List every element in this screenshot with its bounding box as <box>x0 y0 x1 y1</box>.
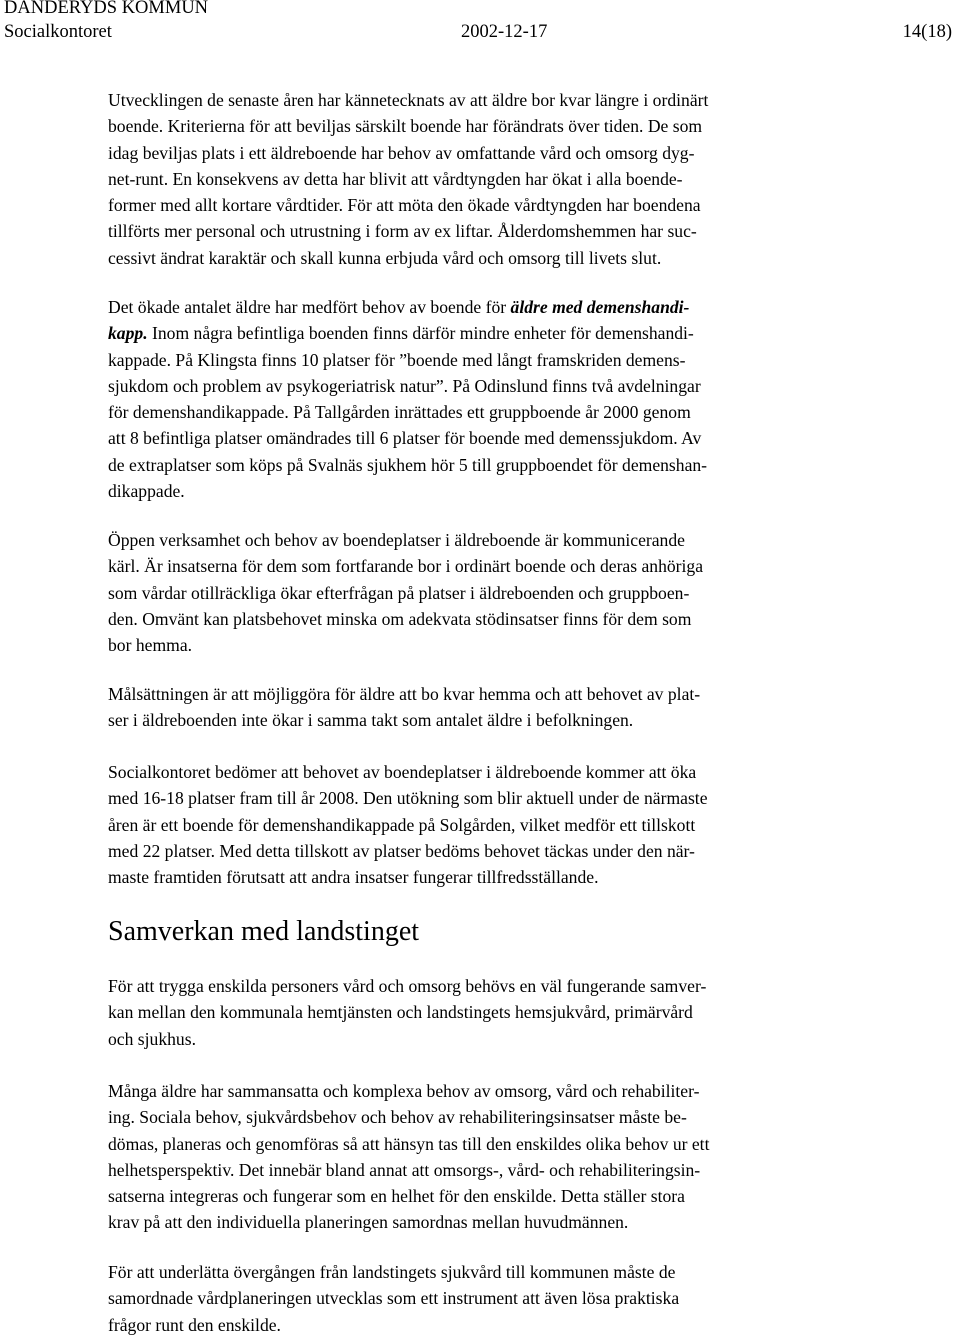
text-line: För att underlätta övergången från landstingets sjukvård till kommunen måste de <box>108 1262 676 1282</box>
text-line: tillförts mer personal och utrustning i form av ex liftar. Ålderdomshemmen har suc- <box>108 221 697 242</box>
text-line: satserna integreras och fungerar som en helhet för den enskilde. Detta ställer stora <box>108 1186 685 1207</box>
text-line: Socialkontoret bedömer att behovet av boendeplatser i äldreboende kommer att öka <box>108 762 697 782</box>
text-line: den. Omvänt kan platsbehovet minska om adekvata stödinsatser finns för dem som <box>108 608 692 629</box>
text-line: och sjukhus. <box>108 1028 196 1049</box>
text-line: dikappade. <box>108 481 185 502</box>
organization-name: DANDERYDS KOMMUN <box>4 0 209 18</box>
text-line: med 22 platser. Med detta tillskott av platser bedöms behovet täckas under den när- <box>108 840 695 861</box>
text-line: Målsättningen är att möjliggöra för äldre att bo kvar hemma och att behovet av plat- <box>108 684 701 704</box>
text-line: som vårdar otillräckliga ökar efterfrågan på platser i äldreboenden och gruppboen- <box>108 582 690 603</box>
text-line: att 8 befintliga platser omändrades till 6 platser för boende med demenssjukdom. Av <box>108 428 702 449</box>
document-date: 2002-12-17 <box>461 22 548 42</box>
text-line: Många äldre har sammansatta och komplexa behov av omsorg, vård och rehabiliter- <box>108 1081 700 1101</box>
text-line: frågor runt den enskilde. <box>108 1314 281 1335</box>
text-line: helhetsperspektiv. Det innebär bland annat att omsorgs-, vård- och rehabiliteringsin- <box>108 1159 701 1180</box>
text-line: bor hemma. <box>108 635 193 656</box>
page-number: 14(18) <box>902 22 952 42</box>
text-line: maste framtiden förutsatt att andra insatser fungerar tillfredsställande. <box>108 867 599 888</box>
paragraph-cooperation <box>108 973 706 1052</box>
text-line: kärl. Är insatserna för dem som fortfarande bor i ordinärt boende och deras anhöriga <box>108 556 704 577</box>
text-line: cessivt ändrat karaktär och skall kunna erbjuda vård och omsorg till livets slut. <box>108 247 662 268</box>
text-line: Utvecklingen de senaste åren har kännetecknats av att äldre bor kvar längre i ordinärt <box>108 90 709 110</box>
text-line <box>108 320 707 346</box>
paragraph-complex-needs <box>108 1078 709 1236</box>
text-line: för demenshandikappade. På Tallgården inrättades ett gruppboende år 2000 genom <box>108 402 691 423</box>
text-line: sjukdom och problem av psykogeriatrisk natur”. På Odinslund finns två avdelningar <box>108 375 701 396</box>
text-line: kan mellan den kommunala hemtjänsten och landstingets hemsjukvård, primärvård <box>108 1002 693 1023</box>
text-line: Öppen verksamhet och behov av boendeplatser i äldreboende är kommunicerande <box>108 530 685 550</box>
paragraph-dementia <box>108 294 707 504</box>
text-line: former med allt kortare vårdtider. För att möta den ökade vårdtyngden har boendena <box>108 195 701 216</box>
text-line: För att trygga enskilda personers vård och omsorg behövs en väl fungerande samver- <box>108 976 707 996</box>
paragraph-assessment <box>108 759 708 890</box>
text-line: kappade. På Klingsta finns 10 platser för ”boende med långt framskriden demens- <box>108 349 686 370</box>
text-line: åren är ett boende för demenshandikappade på Solgården, vilket medför ett tillskott <box>108 814 696 835</box>
paragraph-development <box>108 87 708 271</box>
section-heading: Samverkan med landstinget <box>108 916 420 947</box>
text-line: krav på att den individuella planeringen samordnas mellan huvudmännen. <box>108 1212 629 1233</box>
text-line: idag beviljas plats i ett äldreboende har behov av omfattande vård och omsorg dyg- <box>108 142 695 163</box>
text-line: ser i äldreboenden inte ökar i samma takt som antalet äldre i befolkningen. <box>108 710 634 731</box>
emphasis-text: kapp. <box>108 323 148 344</box>
text-line <box>108 294 707 320</box>
text-line: dömas, planeras och genomföras så att hänsyn tas till den enskildes olika behov ur ett <box>108 1133 710 1154</box>
text-segment: Det ökade antalet äldre har medfört behov av boende för <box>108 297 511 317</box>
emphasis-text: äldre med demenshandi- <box>510 297 690 317</box>
paragraph-open-activity <box>108 527 703 658</box>
text-line: samordnade vårdplaneringen utvecklas som ett instrument att även lösa praktiska <box>108 1288 680 1309</box>
text-segment: Inom några befintliga boenden finns därför mindre enheter för demenshandi- <box>147 323 694 344</box>
text-line: net-runt. En konsekvens av detta har blivit att vårdtyngden har ökat i alla boende- <box>108 168 683 189</box>
paragraph-goal <box>108 681 700 734</box>
text-line: med 16-18 platser fram till år 2008. Den utökning som blir aktuell under de närmaste <box>108 788 708 809</box>
paragraph-transition <box>108 1259 679 1338</box>
text-line: ing. Sociala behov, sjukvårdsbehov och behov av rehabiliteringsinsatser måste be- <box>108 1107 687 1128</box>
text-line: boende. Kriterierna för att beviljas särskilt boende har förändrats över tiden. De som <box>108 116 703 137</box>
text-line: de extraplatser som köps på Svalnäs sjukhem hör 5 till gruppboendet för demenshan- <box>108 454 708 475</box>
department-name: Socialkontoret <box>4 22 112 42</box>
